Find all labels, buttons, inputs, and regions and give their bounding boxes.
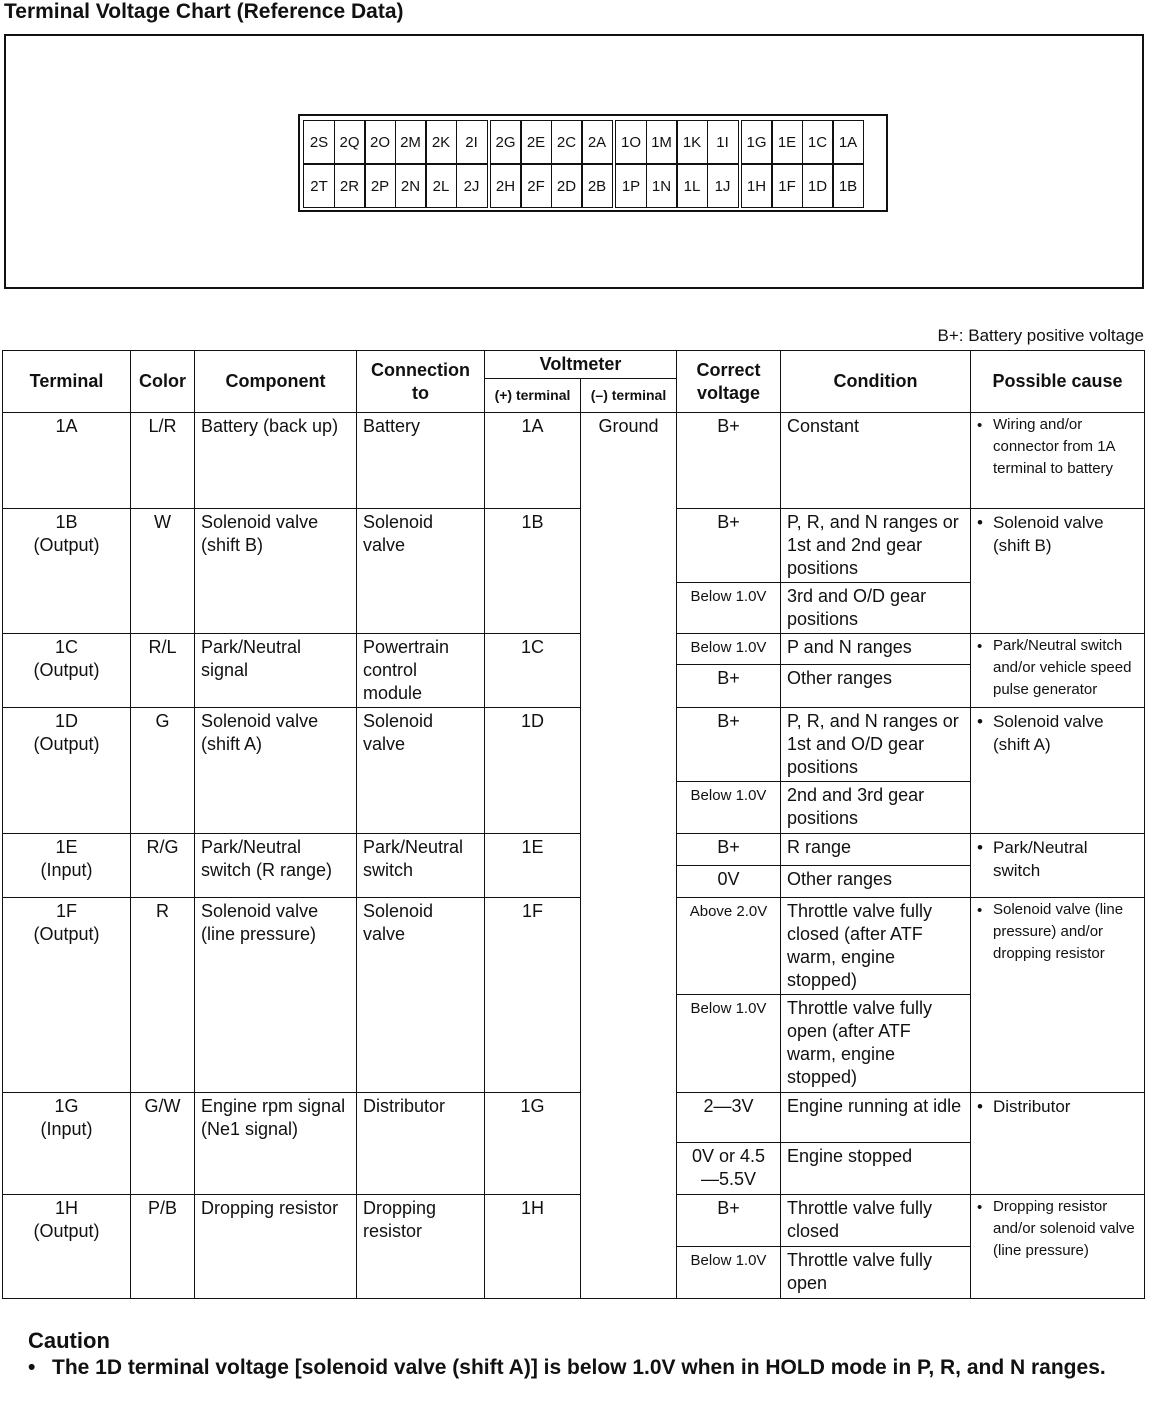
color-cell: G/W [131,1093,195,1195]
condition-cell: Other ranges [781,866,971,898]
voltage-cell: B+ [677,708,781,782]
table-row [3,1093,1145,1143]
connection-cell: Solenoid valve [357,708,485,834]
table-row [3,413,1145,509]
connector-pin: 2A [581,120,613,164]
condition-cell: P and N ranges [781,634,971,665]
connector-pin: 2D [551,164,583,208]
voltage-cell: B+ [677,834,781,866]
connector-pin: 2B [581,164,613,208]
header-voltmeter: Voltmeter [485,351,677,379]
header-correct-voltage: Correct voltage [677,351,781,413]
condition-cell: Other ranges [781,664,971,707]
table-row [3,509,1145,583]
voltage-cell: 0V [677,866,781,898]
connector-pin: 2N [395,164,427,208]
component-cell: Battery (back up) [195,413,357,509]
connector-pin: 2H [490,164,522,208]
terminal-id: 1B [55,512,78,532]
connector-pin: 1N [646,164,678,208]
terminal-id: 1H [54,1198,78,1218]
condition-cell: Throttle valve fully closed [781,1195,971,1247]
condition-cell: P, R, and N ranges or 1st and 2nd gear positions [781,509,971,583]
possible-cause-text: Distributor [993,1097,1071,1116]
connector-pin: 1M [646,120,678,164]
color-cell: L/R [131,413,195,509]
connector-bottom-row [303,164,883,208]
possible-cause-text: Park/Neutral switch [993,838,1088,880]
connector-pin: 2K [425,120,457,164]
connector-pin: 2O [364,120,396,164]
possible-cause-cell [971,898,1145,1093]
terminal-io: (Output) [33,924,100,944]
connection-cell: Park/Neutral switch [357,834,485,898]
header-color: Color [131,351,195,413]
connection-cell: Dropping resistor [357,1195,485,1299]
voltage-cell: 2—3V [677,1093,781,1143]
connector-pin: 1C [802,120,834,164]
header-possible-cause: Possible cause [971,351,1145,413]
connector-pin: 1J [707,164,739,208]
connector-pin: 2L [425,164,457,208]
connector-pin: 2T [303,164,335,208]
possible-cause-text: Solenoid valve (shift A) [993,712,1104,754]
connector-pin: 2F [520,164,552,208]
terminal-cell [3,1093,131,1195]
connection-cell: Distributor [357,1093,485,1195]
connection-cell: Battery [357,413,485,509]
component-cell: Solenoid valve (shift A) [195,708,357,834]
bullet-icon: • [977,712,983,731]
terminal-cell [3,634,131,708]
voltage-cell: B+ [677,413,781,509]
possible-cause-text: Dropping resistor and/or solenoid valve (line pressure) [993,1198,1135,1259]
connector-pin: 1L [676,164,708,208]
possible-cause-cell [971,708,1145,834]
voltage-cell: Below 1.0V [677,634,781,665]
voltage-legend: B+: Battery positive voltage [937,326,1144,345]
possible-cause-cell [971,1093,1145,1195]
possible-cause-cell [971,509,1145,634]
bullet-icon: • [977,1097,983,1116]
condition-cell: 3rd and O/D gear positions [781,583,971,634]
ground-cell: Ground [581,413,677,1299]
connection-cell: Solenoid valve [357,898,485,1093]
terminal-io: (Output) [33,734,100,754]
terminal-voltage-table [2,350,1145,1299]
connector-pin: 2C [551,120,583,164]
connector-pin: 2I [456,120,488,164]
table-row [3,1195,1145,1247]
color-cell: R/L [131,634,195,708]
connector-diagram [298,114,888,212]
possible-cause-cell [971,834,1145,898]
caution-title: Caution [28,1328,110,1353]
connector-pin: 2G [490,120,522,164]
terminal-io: (Input) [40,1119,93,1139]
component-cell: Solenoid valve (shift B) [195,509,357,634]
plus-terminal-cell: 1E [485,834,581,898]
terminal-id: 1D [54,711,78,731]
connector-pin: 1A [832,120,864,164]
possible-cause-cell [971,634,1145,708]
connector-pin: 1P [615,164,647,208]
condition-cell: R range [781,834,971,866]
connector-pin: 2R [334,164,366,208]
component-cell: Park/Neutral switch (R range) [195,834,357,898]
table-row [3,834,1145,866]
terminal-cell [3,413,131,509]
color-cell: W [131,509,195,634]
component-cell: Engine rpm signal (Ne1 signal) [195,1093,357,1195]
voltage-cell: B+ [677,1195,781,1247]
connector-pin: 2E [520,120,552,164]
plus-terminal-cell: 1D [485,708,581,834]
connector-pin: 2P [364,164,396,208]
condition-cell: Constant [781,413,971,509]
connector-pin: 1K [676,120,708,164]
condition-cell: Throttle valve fully open [781,1247,971,1299]
terminal-id: 1G [54,1096,79,1116]
voltage-cell: B+ [677,509,781,583]
header-terminal: Terminal [3,351,131,413]
header-condition: Condition [781,351,971,413]
terminal-cell [3,834,131,898]
header-connection: Connection to [357,351,485,413]
connector-pin: 1D [802,164,834,208]
header-minus-terminal: (–) terminal [581,379,677,413]
caution-note [28,1328,1138,1382]
condition-cell: Engine running at idle [781,1093,971,1143]
possible-cause-cell [971,1195,1145,1299]
bullet-icon: • [977,1199,983,1216]
connection-cell: Powertrain control module [357,634,485,708]
caution-bullet: • [28,1356,36,1379]
connector-pin: 1O [615,120,647,164]
color-cell: R [131,898,195,1093]
color-cell: G [131,708,195,834]
component-cell: Dropping resistor [195,1195,357,1299]
terminal-id: 1A [55,416,78,436]
terminal-id: 1F [55,901,77,921]
bullet-icon: • [977,638,983,655]
condition-cell: Engine stopped [781,1143,971,1195]
plus-terminal-cell: 1A [485,413,581,509]
condition-cell: 2nd and 3rd gear positions [781,782,971,834]
possible-cause-text: Park/Neutral switch and/or vehicle speed pulse generator [993,637,1132,698]
voltage-cell: Below 1.0V [677,782,781,834]
header-plus-terminal: (+) terminal [485,379,581,413]
terminal-cell [3,509,131,634]
voltage-cell: Below 1.0V [677,583,781,634]
caution-item [28,1354,1138,1382]
plus-terminal-cell: 1B [485,509,581,634]
connector-pin: 1E [771,120,803,164]
connector-top-row [303,120,883,164]
terminal-io: (Input) [40,860,93,880]
table-row [3,898,1145,995]
terminal-io: (Output) [33,535,100,555]
connector-pin: 2J [456,164,488,208]
terminal-id: 1E [55,837,78,857]
connector-pin: 1G [741,120,773,164]
terminal-id: 1C [54,637,78,657]
table-row [3,708,1145,782]
possible-cause-text: Solenoid valve (shift B) [993,513,1104,555]
connection-cell: Solenoid valve [357,509,485,634]
terminal-io: (Output) [33,660,100,680]
connector-pin: 2Q [334,120,366,164]
voltage-cell: Below 1.0V [677,1247,781,1299]
terminal-cell [3,898,131,1093]
plus-terminal-cell: 1G [485,1093,581,1195]
header-component: Component [195,351,357,413]
terminal-cell [3,708,131,834]
caution-text: The 1D terminal voltage [solenoid valve (shift A)] is below 1.0V when in HOLD mode in P, R, and N ranges. [52,1356,1106,1379]
connector-pin: 2S [303,120,335,164]
connector-pin: 1B [832,164,864,208]
table-row [3,634,1145,665]
plus-terminal-cell: 1F [485,898,581,1093]
voltage-cell: 0V or 4.5—5.5V [677,1143,781,1195]
connector-pin: 1F [771,164,803,208]
page-title: Terminal Voltage Chart (Reference Data) [4,0,404,23]
connector-pin: 2M [395,120,427,164]
terminal-io: (Output) [33,1221,100,1241]
plus-terminal-cell: 1C [485,634,581,708]
color-cell: R/G [131,834,195,898]
component-cell: Park/Neutral signal [195,634,357,708]
voltage-cell: Below 1.0V [677,995,781,1093]
bullet-icon: • [977,838,983,857]
possible-cause-text: Solenoid valve (line pressure) and/or dropping resistor [993,901,1124,962]
voltage-cell: Above 2.0V [677,898,781,995]
bullet-icon: • [977,417,983,434]
condition-cell: Throttle valve fully closed (after ATF warm, engine stopped) [781,898,971,995]
possible-cause-cell [971,413,1145,509]
possible-cause-text: Wiring and/or connector from 1A terminal to battery [993,416,1115,477]
condition-cell: P, R, and N ranges or 1st and O/D gear positions [781,708,971,782]
component-cell: Solenoid valve (line pressure) [195,898,357,1093]
color-cell: P/B [131,1195,195,1299]
terminal-cell [3,1195,131,1299]
voltage-cell: B+ [677,664,781,707]
connector-pin: 1I [707,120,739,164]
condition-cell: Throttle valve fully open (after ATF warm, engine stopped) [781,995,971,1093]
connector-pin: 1H [741,164,773,208]
bullet-icon: • [977,513,983,532]
bullet-icon: • [977,902,983,919]
plus-terminal-cell: 1H [485,1195,581,1299]
